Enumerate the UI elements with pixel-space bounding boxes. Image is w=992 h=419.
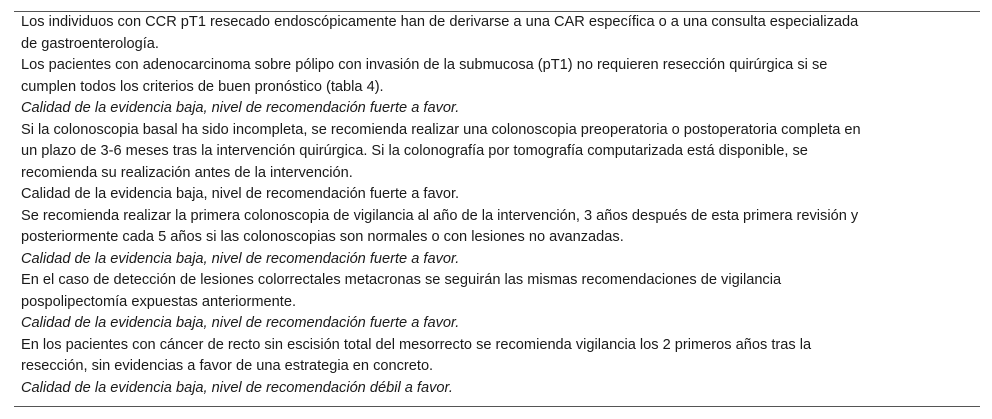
recommendations-cell bbox=[21, 12, 976, 399]
evidence-quality-note: Calidad de la evidencia baja, nivel de recomendación fuerte a favor. bbox=[21, 100, 460, 116]
evidence-quality-note: Calidad de la evidencia baja, nivel de recomendación débil a favor. bbox=[21, 379, 453, 396]
recommendation-item bbox=[21, 120, 976, 206]
recommendation-text-line: Si la colonoscopia basal ha sido incompleta, se recomienda realizar una colonoscopia preoperatoria o postoperatoria completa en bbox=[21, 121, 861, 138]
recommendation-text-line: Los pacientes con adenocarcinoma sobre pólipo con invasión de la submucosa (pT1) no requieren resección quirúrgica si se bbox=[21, 57, 828, 73]
recommendation-item bbox=[21, 270, 976, 335]
recommendation-text-line: posteriormente cada 5 años si las colonoscopias son normales o con lesiones no avanzadas. bbox=[21, 229, 624, 245]
recommendation-item bbox=[21, 206, 976, 271]
recommendation-text-line: cumplen todos los criterios de buen pronóstico (tabla 4). bbox=[21, 78, 384, 95]
recommendation-text-line: resección, sin evidencias a favor de una estrategia en concreto. bbox=[21, 358, 434, 374]
evidence-quality-note: Calidad de la evidencia baja, nivel de recomendación fuerte a favor. bbox=[21, 186, 460, 202]
evidence-quality-note: Calidad de la evidencia baja, nivel de recomendación fuerte a favor. bbox=[21, 315, 460, 331]
recommendation-item bbox=[21, 55, 976, 120]
recommendation-text-line: En el caso de detección de lesiones colorrectales metacronas se seguirán las mismas recomendaciones de vigilancia bbox=[21, 272, 782, 288]
recommendation-text-line: de gastroenterología. bbox=[21, 35, 159, 52]
recommendation-text-line: En los pacientes con cáncer de recto sin escisión total del mesorrecto se recomienda vigilancia los 2 primeros años tras la bbox=[21, 336, 812, 353]
recommendation-text-line: pospolipectomía expuestas anteriormente. bbox=[21, 293, 297, 310]
recommendation-text-line: un plazo de 3-6 meses tras la intervención quirúrgica. Si la colonografía por tomografía computarizada está disponible, se bbox=[21, 143, 808, 159]
recommendation-item bbox=[21, 335, 976, 400]
recommendation-item bbox=[21, 12, 976, 55]
recommendation-text-line: recomienda su realización antes de la intervención. bbox=[21, 164, 353, 181]
recommendation-text-line: Se recomienda realizar la primera colonoscopia de vigilancia al año de la intervención, 3 años después de esta primera revisión y bbox=[21, 207, 859, 224]
evidence-quality-note: Calidad de la evidencia baja, nivel de recomendación fuerte a favor. bbox=[21, 250, 460, 267]
recommendation-text-line: Los individuos con CCR pT1 resecado endoscópicamente han de derivarse a una CAR específica o a una consulta especializada bbox=[21, 14, 859, 30]
